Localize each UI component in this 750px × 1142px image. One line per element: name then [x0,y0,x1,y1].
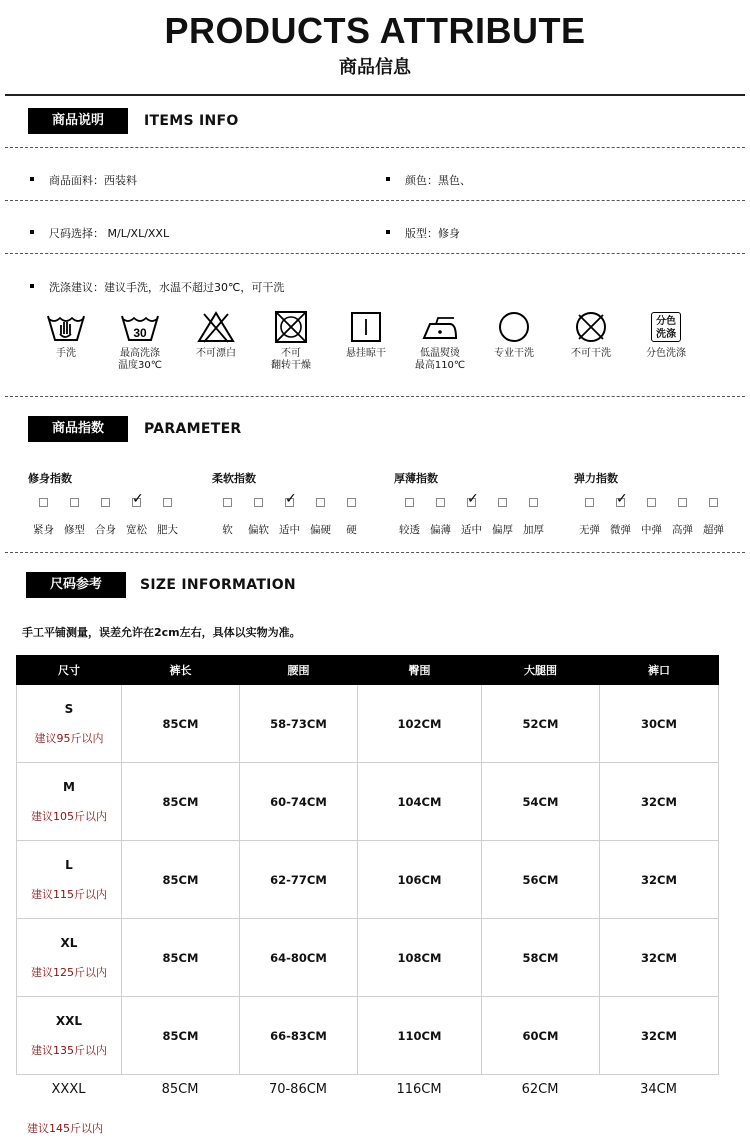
table-cell: 32CM [600,997,719,1075]
param-option[interactable]: 软 [212,498,243,537]
care-item-no-dry-clean [555,310,627,360]
table-cell: 106CM [358,841,482,919]
param-checkbox[interactable] [39,498,48,507]
page-subtitle: 商品信息 [339,57,411,78]
care-label: 不可干洗 [571,348,611,359]
param-option[interactable]: ✓ 宽松 [121,498,152,537]
table-cell: 104CM [358,763,482,841]
no-tumble-dry-icon [271,310,311,344]
care-label: 手洗 [56,348,76,359]
color-info: 颜色：黑色、 [405,174,471,187]
param-checkbox[interactable] [223,498,232,507]
care-item-no-bleach [180,310,252,360]
param-checkbox[interactable] [678,498,687,507]
param-checkbox[interactable] [498,498,507,507]
care-item-low-iron [404,310,476,372]
table-row [17,763,719,841]
care-item-no-tumble [255,310,327,372]
table-cell: 56CM [482,841,600,919]
table-cell: 85CM [122,763,240,841]
param-option[interactable]: ✓ 适中 [274,498,305,537]
weight-recommendation: 建议125斤以内 [31,965,107,979]
items-section-title: ITEMS INFO [144,113,239,129]
param-option[interactable]: 高弹 [667,498,698,537]
care-label: 分色洗涤 [646,348,686,359]
column-header: 腰围 [240,656,358,685]
table-cell: 116CM [396,1082,442,1097]
items-section-tag: 商品说明 [28,108,128,134]
size-cell [17,685,122,763]
care-label: 悬挂晾干 [346,348,386,359]
param-option[interactable]: 合身 [90,498,121,537]
table-row [17,997,719,1075]
divider [5,396,745,397]
fabric-info: 商品面料：西装料 [49,174,137,187]
table-cell: 110CM [358,997,482,1075]
page-title: PRODUCTS ATTRIBUTE [164,10,586,51]
table-cell: 62CM [521,1082,559,1097]
param-checkbox[interactable] [647,498,656,507]
thickness-index-group [394,470,549,537]
dry-clean-icon [494,310,534,344]
wash-30-icon [120,310,160,344]
care-label: 低温熨烫 最高110℃ [414,348,466,371]
param-group-title: 厚薄指数 [394,472,438,485]
care-item-dry-clean [478,310,550,360]
size-label: L [65,857,73,872]
fit-info: 版型：修身 [405,227,460,240]
weight-recommendation: 建议105斤以内 [31,809,107,823]
table-cell: 32CM [600,919,719,997]
header-divider [5,94,745,96]
table-cell: 85CM [161,1082,199,1097]
table-cell: 64-80CM [240,919,358,997]
param-option[interactable]: 超弹 [698,498,729,537]
table-row [17,685,719,763]
care-label: 不可 翻转干燥 [271,348,311,371]
table-cell: 58CM [482,919,600,997]
wash-temp-badge: 30 [133,326,147,340]
care-item-hang-dry [330,310,402,360]
table-cell: 85CM [122,919,240,997]
fit-index-group [28,470,183,537]
param-checkbox[interactable] [316,498,325,507]
param-option[interactable]: 加厚 [518,498,549,537]
param-option[interactable]: 偏硬 [305,498,336,537]
param-option[interactable]: 修型 [59,498,90,537]
care-item-hand-wash [30,310,102,360]
param-checkbox-checked[interactable] [467,498,476,507]
param-option[interactable]: 偏薄 [425,498,456,537]
table-cell: 32CM [600,763,719,841]
care-item-wash-30 [104,310,176,372]
param-group-title: 修身指数 [28,472,72,485]
param-checkbox[interactable] [405,498,414,507]
size-cell [17,997,122,1075]
size-section-tag: 尺码参考 [26,572,126,598]
table-row [17,919,719,997]
param-option[interactable]: 无弹 [574,498,605,537]
size-label: S [64,701,74,716]
table-cell: 70-86CM [268,1082,328,1097]
size-label: XL [60,935,78,950]
param-checkbox[interactable] [529,498,538,507]
hand-wash-icon [46,310,86,344]
table-cell: 60CM [482,997,600,1075]
care-label: 专业干洗 [494,348,534,359]
column-header: 臀围 [358,656,482,685]
size-cell [17,763,122,841]
param-checkbox[interactable] [709,498,718,507]
table-cell: 52CM [482,685,600,763]
care-label: 不可漂白 [196,348,236,359]
weight-recommendation: 建议115斤以内 [31,887,107,901]
param-option[interactable]: 偏软 [243,498,274,537]
param-option[interactable]: 硬 [336,498,367,537]
param-checkbox[interactable] [436,498,445,507]
table-cell: 102CM [358,685,482,763]
size-cell [17,841,122,919]
weight-recommendation: 建议145斤以内 [27,1122,103,1135]
param-option[interactable]: 偏厚 [487,498,518,537]
no-dry-clean-icon [571,310,611,344]
param-checkbox-checked[interactable] [285,498,294,507]
param-checkbox[interactable] [101,498,110,507]
low-iron-icon [420,310,460,344]
table-cell: 54CM [482,763,600,841]
param-option[interactable]: 肥大 [152,498,183,537]
no-bleach-icon [196,310,236,344]
care-label: 最高洗涤 温度30℃ [118,348,162,371]
size-section-title: SIZE INFORMATION [140,577,296,593]
param-checkbox[interactable] [585,498,594,507]
param-option[interactable]: 中弹 [636,498,667,537]
param-option[interactable]: 较透 [394,498,425,537]
param-group-title: 柔软指数 [212,472,256,485]
param-checkbox[interactable] [163,498,172,507]
param-checkbox[interactable] [254,498,263,507]
weight-recommendation: 建议95斤以内 [34,731,104,745]
table-cell: 108CM [358,919,482,997]
column-header: 裤长 [122,656,240,685]
weight-recommendation: 建议135斤以内 [31,1043,107,1057]
table-cell: 30CM [600,685,719,763]
measurement-note: 手工平铺测量，误差允许在2cm左右，具体以实物为准。 [22,626,301,639]
param-option[interactable]: ✓ 微弹 [605,498,636,537]
divider [5,552,745,553]
wash-advice: 洗涤建议：建议手洗，水温不超过30℃，可干洗 [49,281,285,294]
table-header-row [17,656,719,685]
elasticity-index-group [574,470,729,537]
param-group-title: 弹力指数 [574,472,618,485]
softness-index-group [212,470,367,537]
parameter-section-title: PARAMETER [144,421,242,437]
table-cell: 85CM [122,685,240,763]
table-cell: 58-73CM [240,685,358,763]
column-header: 裤口 [600,656,719,685]
size-cell [17,919,122,997]
care-item-wash-separately [630,310,702,360]
size-label: XXXL [51,1082,86,1097]
divider [5,147,745,148]
param-option[interactable]: 紧身 [28,498,59,537]
parameter-section-tag: 商品指数 [28,416,128,442]
size-label: XXL [55,1013,83,1028]
param-option[interactable]: ✓ 适中 [456,498,487,537]
table-cell: 85CM [122,997,240,1075]
table-cell: 60-74CM [240,763,358,841]
table-cell: 85CM [122,841,240,919]
table-row [17,841,719,919]
table-cell: 66-83CM [240,997,358,1075]
param-checkbox-checked[interactable] [616,498,625,507]
param-checkbox-checked[interactable] [132,498,141,507]
table-cell: 62-77CM [240,841,358,919]
table-cell: 32CM [600,841,719,919]
param-checkbox[interactable] [347,498,356,507]
size-options-info: 尺码选择： M/L/XL/XXL [49,227,170,240]
size-table [16,655,719,1075]
divider [5,253,745,254]
divider [5,200,745,201]
hang-dry-icon [346,310,386,344]
column-header: 尺寸 [17,656,122,685]
size-label: M [63,779,75,794]
column-header: 大腿围 [482,656,600,685]
table-cell: 34CM [640,1082,677,1097]
param-checkbox[interactable] [70,498,79,507]
wash-separately-icon: 分色 洗涤 [651,312,681,342]
